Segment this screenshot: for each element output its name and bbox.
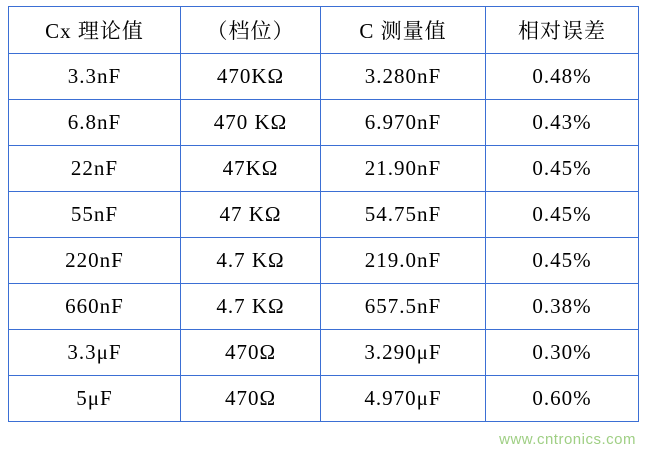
cell-theoretical: 6.8nF [9,100,181,146]
cell-relative-error: 0.48% [486,54,639,100]
cell-relative-error: 0.30% [486,330,639,376]
table-row [9,192,639,238]
cell-relative-error: 0.38% [486,284,639,330]
cell-relative-error: 0.45% [486,238,639,284]
cell-theoretical: 55nF [9,192,181,238]
cell-theoretical: 22nF [9,146,181,192]
site-watermark: www.cntronics.com [499,431,636,448]
cell-theoretical: 5μF [9,376,181,422]
cell-theoretical: 3.3μF [9,330,181,376]
cell-relative-error: 0.43% [486,100,639,146]
table-header-row [9,7,639,54]
cell-range: 47KΩ [181,146,321,192]
table-row [9,238,639,284]
cell-range: 470 KΩ [181,100,321,146]
table-row [9,376,639,422]
cell-relative-error: 0.60% [486,376,639,422]
column-header-range: （档位） [181,7,321,54]
cell-range: 4.7 KΩ [181,284,321,330]
cell-range: 4.7 KΩ [181,238,321,284]
cell-range: 470KΩ [181,54,321,100]
capacitance-measurement-table [8,6,639,422]
cell-theoretical: 660nF [9,284,181,330]
cell-relative-error: 0.45% [486,192,639,238]
column-header-theoretical: Cx 理论值 [9,7,181,54]
cell-measured: 3.280nF [321,54,486,100]
table-row [9,100,639,146]
cell-measured: 4.970μF [321,376,486,422]
cell-range: 470Ω [181,376,321,422]
cell-theoretical: 3.3nF [9,54,181,100]
table-row [9,330,639,376]
cell-theoretical: 220nF [9,238,181,284]
table-row [9,284,639,330]
column-header-measured: C 测量值 [321,7,486,54]
column-header-relative-error: 相对误差 [486,7,639,54]
cell-measured: 3.290μF [321,330,486,376]
table-row [9,54,639,100]
cell-measured: 657.5nF [321,284,486,330]
cell-measured: 6.970nF [321,100,486,146]
cell-range: 47 KΩ [181,192,321,238]
table-row [9,146,639,192]
cell-measured: 21.90nF [321,146,486,192]
cell-range: 470Ω [181,330,321,376]
capacitance-measurement-table-container [8,6,638,422]
cell-measured: 54.75nF [321,192,486,238]
cell-relative-error: 0.45% [486,146,639,192]
cell-measured: 219.0nF [321,238,486,284]
